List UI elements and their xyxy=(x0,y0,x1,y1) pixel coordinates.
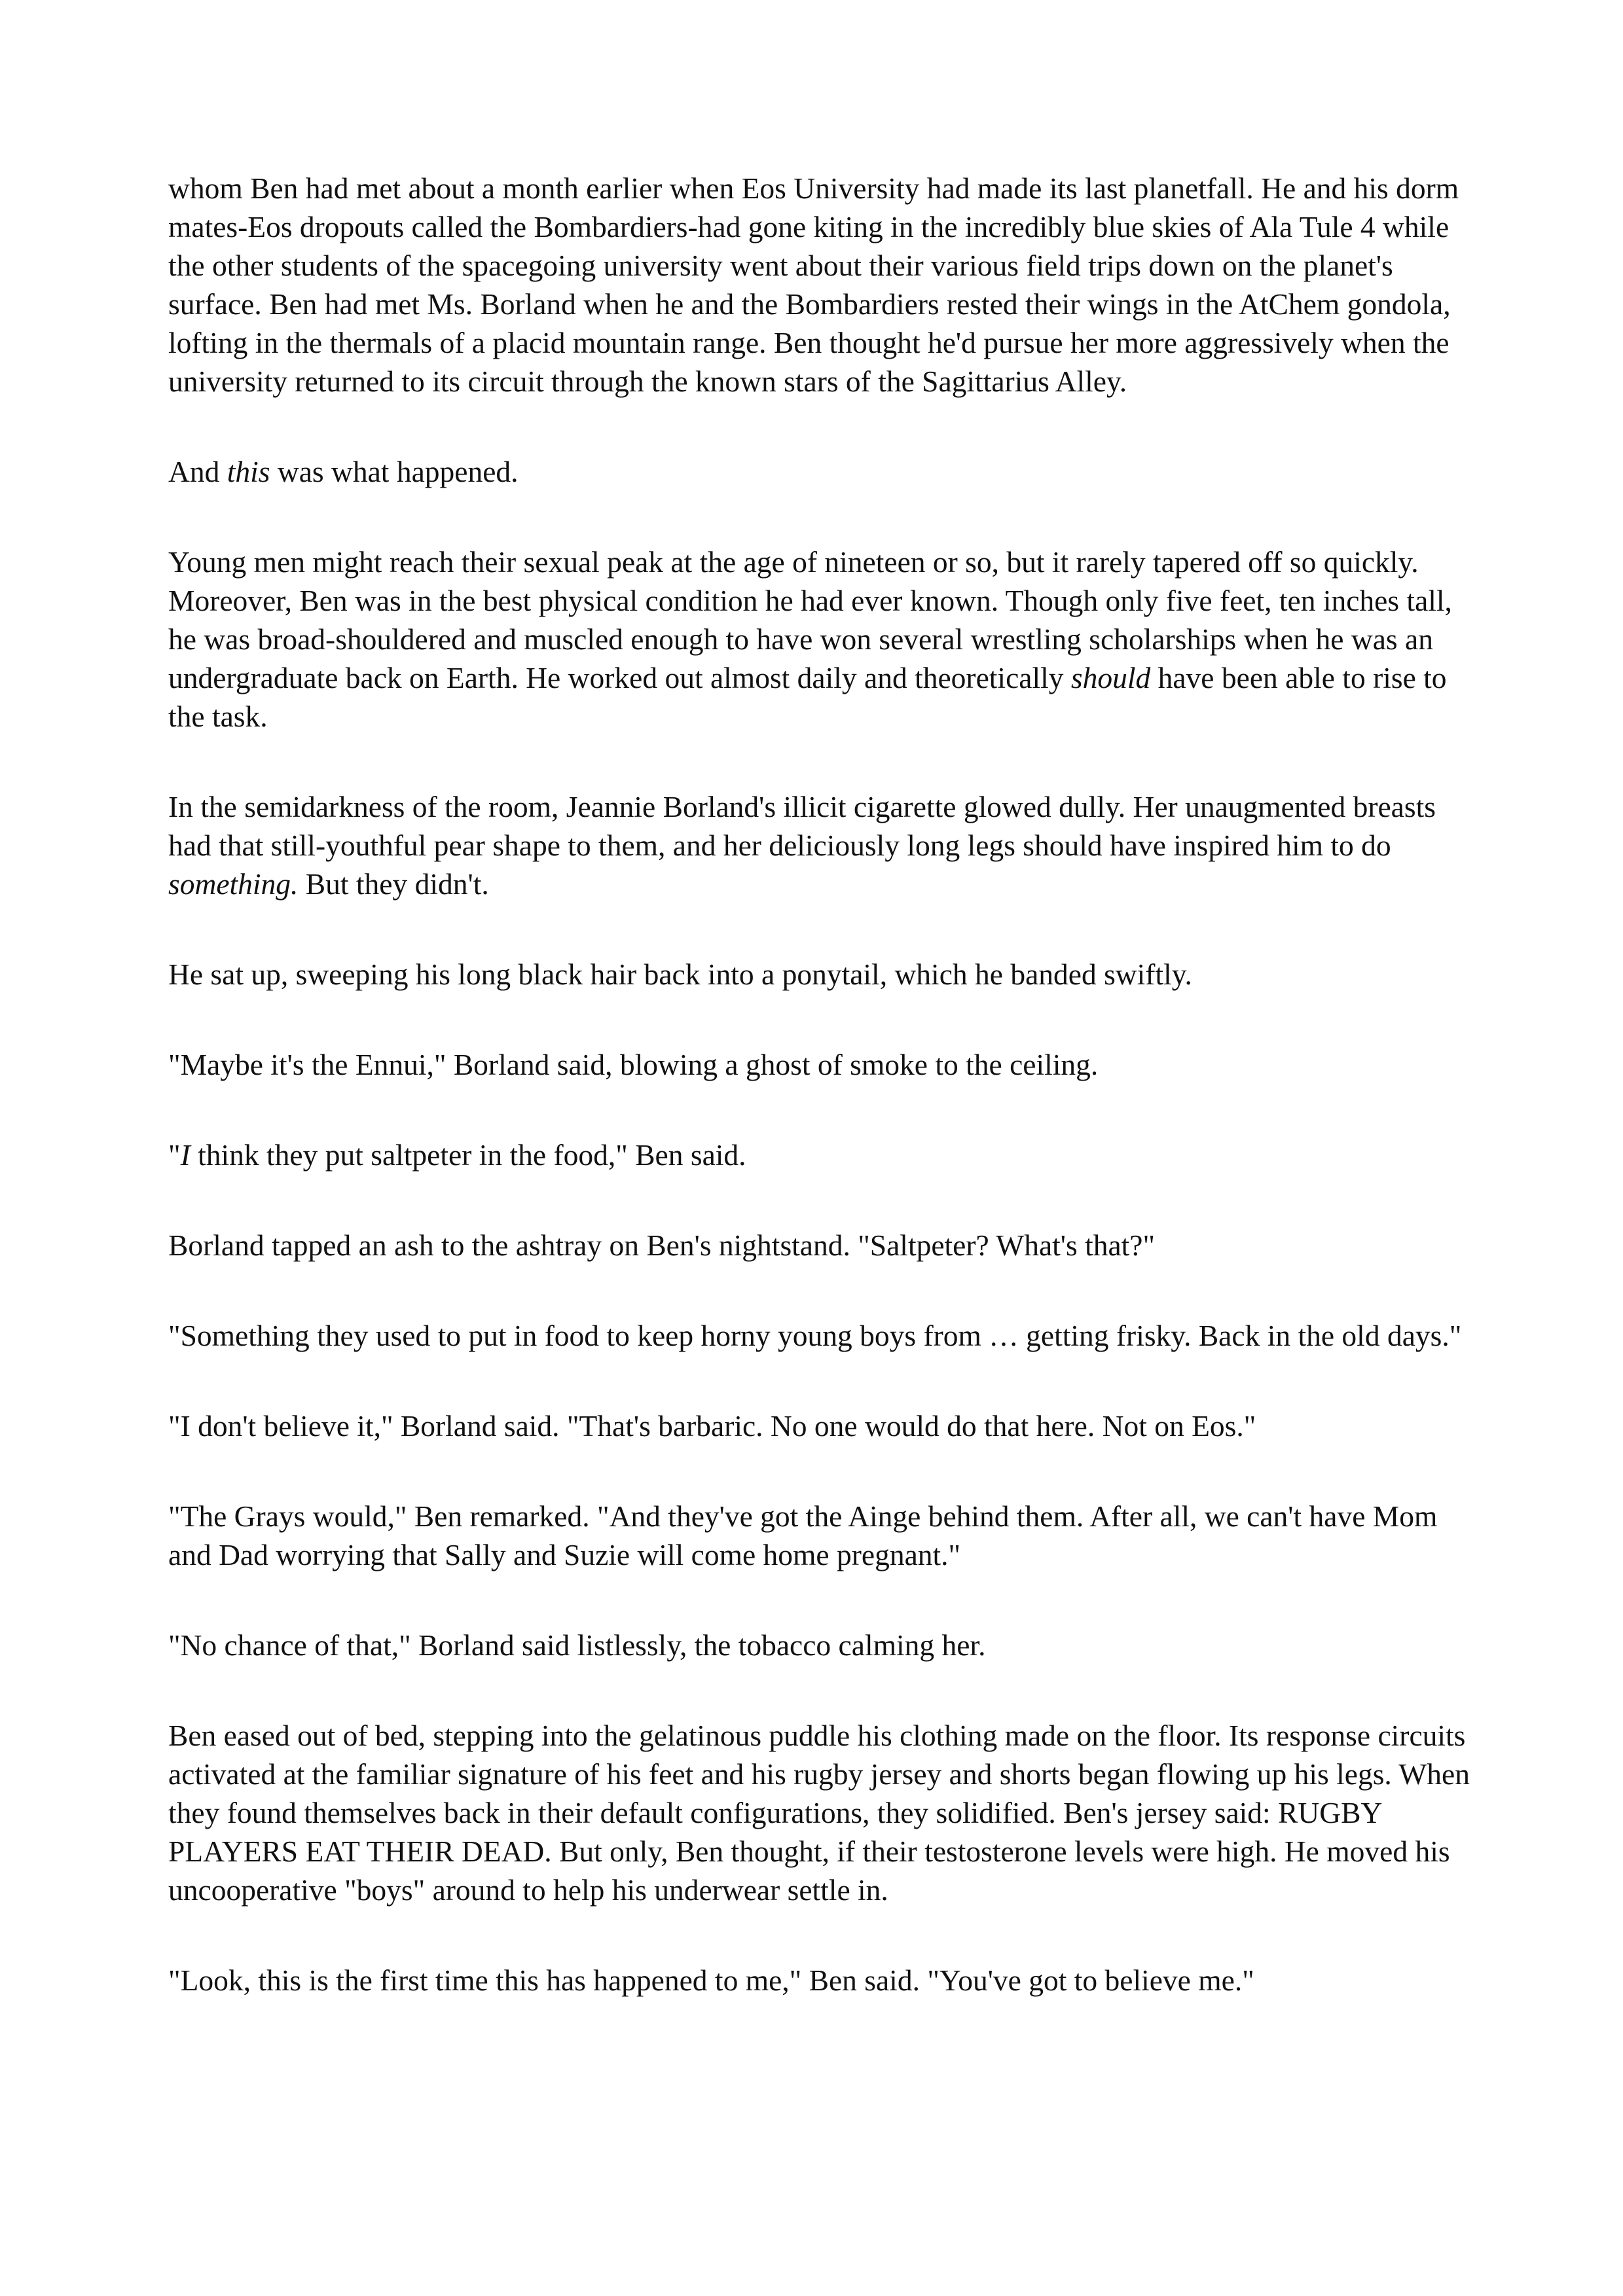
paragraph xyxy=(168,955,1474,994)
text-segment: "No chance of that," Borland said listlessly, the tobacco calming her. xyxy=(168,1628,986,1662)
text-segment: He sat up, sweeping his long black hair back into a ponytail, which he banded swiftly. xyxy=(168,958,1192,991)
paragraph xyxy=(168,787,1474,903)
body-text xyxy=(168,169,1474,2051)
text-segment: whom Ben had met about a month earlier when Eos University had made its last planetfall. He and his dorm mates-Eos dropouts called the Bombardiers-had gone kiting in the incredibly blue skies of Ala Tule 4 while the other students of the spacegoing university went about their various field trips down on the planet's surface. Ben had met Ms. Borland when he and the Bombardiers rested their wings in the AtChem gondola, lofting in the thermals of a placid mountain range. Ben thought he'd pursue her more aggressively when the university returned to its circuit through the known stars of the Sagittarius Alley. xyxy=(168,171,1459,398)
paragraph xyxy=(168,1226,1474,1265)
text-segment: think they put saltpeter in the food," Ben said. xyxy=(190,1138,746,1172)
paragraph xyxy=(168,1497,1474,1574)
text-segment: "I don't believe it," Borland said. "That's barbaric. No one would do that here. Not on Eos." xyxy=(168,1409,1256,1443)
text-segment: have been able to rise to the task. xyxy=(168,661,1447,733)
text-segment: "Something they used to put in food to keep horny young boys from … getting frisky. Back in the old days." xyxy=(168,1319,1462,1352)
text-segment: was what happened. xyxy=(270,455,519,488)
paragraph xyxy=(168,1626,1474,1664)
paragraph xyxy=(168,1961,1474,2000)
text-segment: And xyxy=(168,455,227,488)
text-segment: "Maybe it's the Ennui," Borland said, blowing a ghost of smoke to the ceiling. xyxy=(168,1048,1099,1081)
italic-text-segment: something. xyxy=(168,867,299,901)
paragraph xyxy=(168,543,1474,736)
paragraph xyxy=(168,169,1474,401)
paragraph xyxy=(168,1136,1474,1174)
text-segment: But they didn't. xyxy=(298,867,489,901)
text-segment: In the semidarkness of the room, Jeannie Borland's illicit cigarette glowed dully. Her unaugmented breasts had that still-youthful pear shape to them, and her deliciously long legs should have inspired him to do xyxy=(168,790,1436,862)
text-segment: Borland tapped an ash to the ashtray on Ben's nightstand. "Saltpeter? What's that?" xyxy=(168,1229,1156,1262)
text-segment: Ben eased out of bed, stepping into the gelatinous puddle his clothing made on the floor. Its response circuits activated at the familiar signature of his feet and his rugby jersey and shorts began flowing up his legs. When they found themselves back in their default configurations, they solidified. Ben's jersey said: RUGBY PLAYERS EAT THEIR DEAD. But only, Ben thought, if their testosterone levels were high. He moved his uncooperative "boys" around to help his underwear settle in. xyxy=(168,1719,1470,1907)
paragraph xyxy=(168,1716,1474,1909)
italic-text-segment: this xyxy=(227,455,270,488)
text-segment: Young men might reach their sexual peak at the age of nineteen or so, but it rarely tapered off so quickly. Moreover, Ben was in the best physical condition he had ever known. Though only five feet, ten inches tall, he was broad-shouldered and muscled enough to have won several wrestling scholarships when he was an undergraduate back on Earth. He worked out almost daily and theoretically xyxy=(168,545,1452,694)
paragraph xyxy=(168,1407,1474,1445)
italic-text-segment: I xyxy=(180,1138,191,1172)
paragraph xyxy=(168,1316,1474,1355)
italic-text-segment: should xyxy=(1070,661,1151,694)
text-segment: "The Grays would," Ben remarked. "And they've got the Ainge behind them. After all, we can't have Mom and Dad worrying that Sally and Suzie will come home pregnant." xyxy=(168,1499,1438,1571)
paragraph xyxy=(168,452,1474,491)
text-segment: "Look, this is the first time this has happened to me," Ben said. "You've got to believe me." xyxy=(168,1964,1254,1997)
paragraph xyxy=(168,1045,1474,1084)
text-segment: " xyxy=(168,1138,181,1172)
